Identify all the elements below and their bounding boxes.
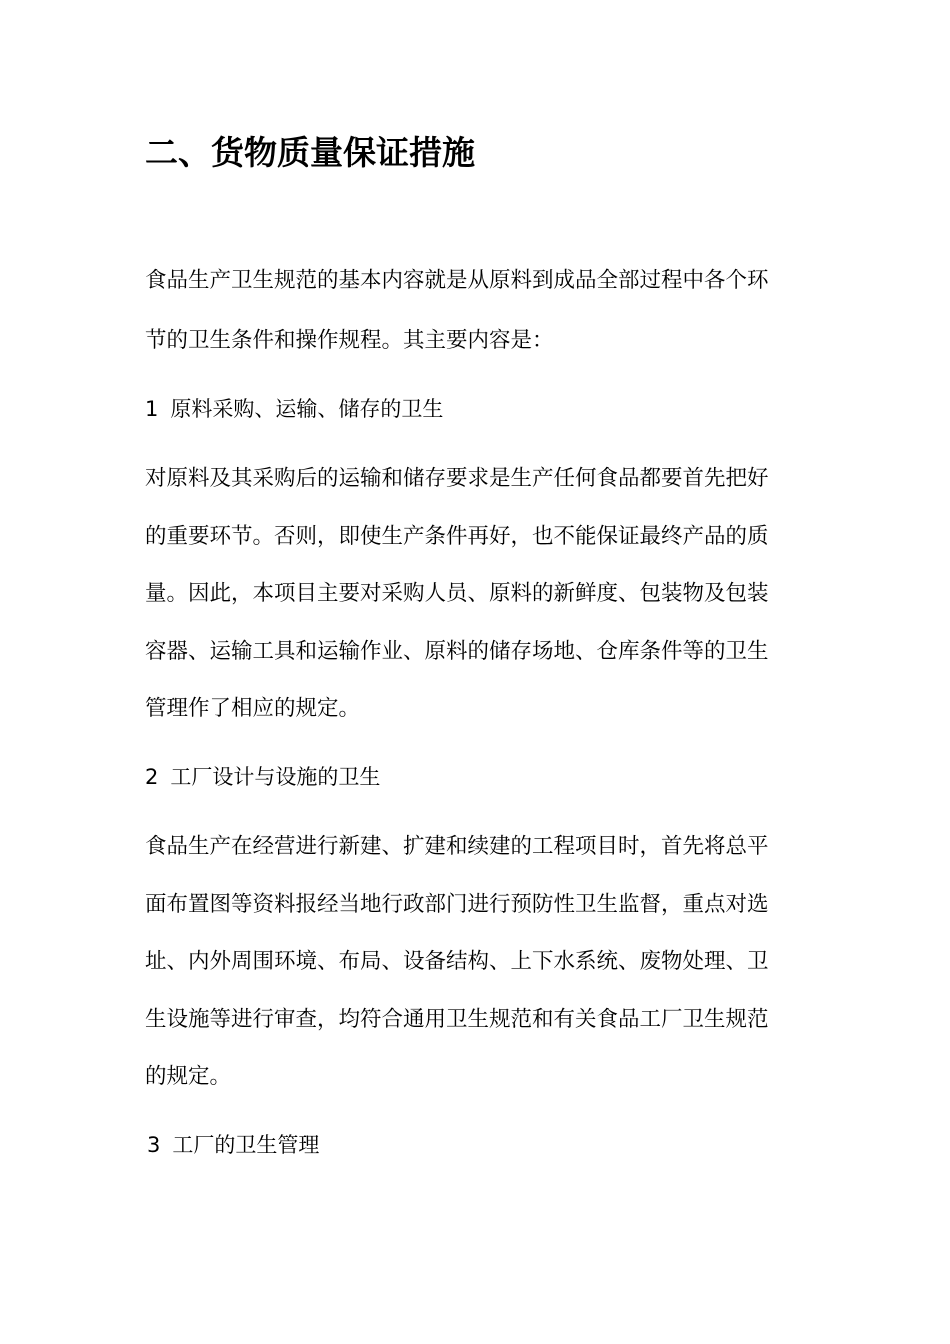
intro-line: 节的卫生条件和操作规程。其主要内容是： [145, 328, 554, 353]
paragraph-line: 生设施等进行审查，均符合通用卫生规范和有关食品工厂卫生规范 [145, 1007, 769, 1032]
paragraph-line: 的重要环节。否则，即使生产条件再好，也不能保证最终产品的质 [145, 524, 769, 549]
section-number: 3 [147, 1133, 161, 1157]
paragraph-line: 容器、运输工具和运输作业、原料的储存场地、仓库条件等的卫生 [145, 639, 769, 664]
paragraph-line: 的规定。 [145, 1064, 232, 1089]
section-number: 1 [145, 397, 159, 421]
section-heading-text: 原料采购、运输、储存的卫生 [170, 397, 444, 421]
section-heading-2 [145, 762, 380, 792]
paragraph-line: 面布置图等资料报经当地行政部门进行预防性卫生监督，重点对选 [145, 892, 769, 917]
paragraph-line: 址、内外周围环境、布局、设备结构、上下水系统、废物处理、卫 [145, 949, 769, 974]
paragraph-line: 量。因此，本项目主要对采购人员、原料的新鲜度、包装物及包装 [145, 581, 769, 606]
paragraph-line: 食品生产在经营进行新建、扩建和续建的工程项目时，首先将总平 [145, 834, 769, 859]
section-heading-1 [145, 394, 443, 424]
intro-line: 食品生产卫生规范的基本内容就是从原料到成品全部过程中各个环 [145, 268, 769, 293]
paragraph-line: 对原料及其采购后的运输和储存要求是生产任何食品都要首先把好 [145, 466, 769, 491]
section-heading-text: 工厂设计与设施的卫生 [170, 765, 381, 789]
section-heading-text: 工厂的卫生管理 [172, 1133, 320, 1157]
document-title: 二、货物质量保证措施 [145, 133, 475, 172]
paragraph-line: 管理作了相应的规定。 [145, 696, 361, 721]
section-number: 2 [145, 765, 159, 789]
section-heading-3 [147, 1130, 319, 1160]
